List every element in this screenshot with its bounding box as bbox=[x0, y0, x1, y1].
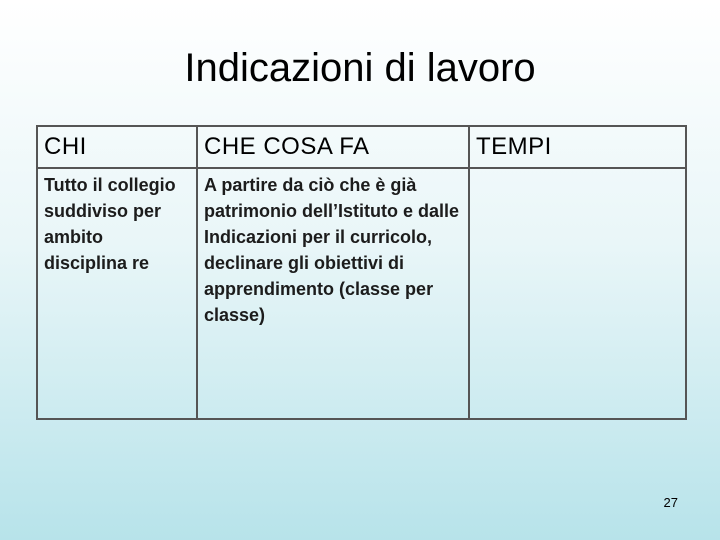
cell-chi: Tutto il collegio suddiviso per ambito disciplina re bbox=[37, 168, 197, 419]
header-cell-chi: CHI bbox=[37, 126, 197, 168]
slide-title: Indicazioni di lavoro bbox=[184, 46, 536, 90]
cell-che-cosa-fa: A partire da ciò che è già patrimonio dell’Istituto e dalle Indicazioni per il curricolo, declinare gli obiettivi di apprendimento (classe per classe) bbox=[197, 168, 469, 419]
table-header-row bbox=[37, 126, 686, 168]
page-number: 27 bbox=[663, 495, 678, 510]
header-cell-tempi: TEMPI bbox=[469, 126, 686, 168]
header-cell-che-cosa-fa: CHE COSA FA bbox=[197, 126, 469, 168]
cell-tempi bbox=[469, 168, 686, 419]
table-row bbox=[37, 168, 686, 419]
work-table bbox=[36, 125, 687, 420]
